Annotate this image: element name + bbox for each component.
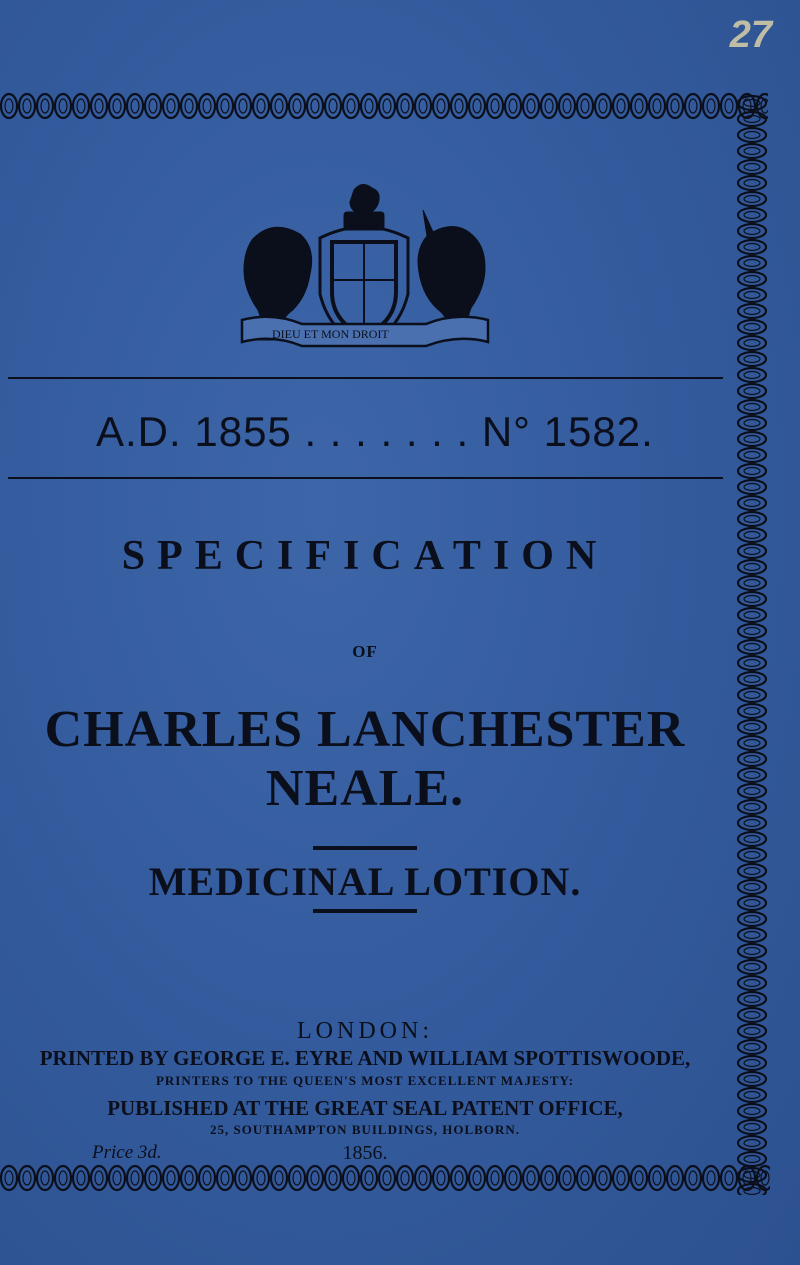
royal-coat-of-arms-icon (232, 180, 497, 360)
year-label: A.D. 1855 (96, 408, 292, 455)
ornamental-border-top (0, 88, 768, 124)
imprint-city: LONDON: (297, 1018, 433, 1044)
imprint-address: 25, SOUTHAMPTON BUILDINGS, HOLBORN. (210, 1122, 520, 1137)
patent-number-line (96, 408, 736, 456)
invention-subject: MEDICINAL LOTION. (148, 859, 582, 904)
price-label: Price 3d. (92, 1142, 162, 1163)
imprint-published: PUBLISHED AT THE GREAT SEAL PATENT OFFICE, (107, 1096, 623, 1120)
ornamental-border-bottom (0, 1160, 770, 1196)
subject-rule-top (313, 846, 417, 850)
ornamental-border-right (735, 95, 769, 1195)
of-label: OF (352, 642, 378, 661)
imprint-printers: PRINTERS TO THE QUEEN'S MOST EXCELLENT MAJESTY: (155, 1073, 575, 1088)
divider-top (8, 377, 723, 379)
imprint-printed-by: PRINTED BY GEORGE E. EYRE AND WILLIAM SPOTTISWOODE, (39, 1046, 691, 1070)
subject-rule-bottom (313, 909, 417, 913)
crest-motto-scroll: DIEU ET MON DROIT (272, 327, 389, 341)
handwritten-page-number: 27 (729, 14, 772, 56)
leader-dots: . . . . . . . (304, 408, 470, 455)
patent-number: N° 1582. (481, 408, 654, 455)
imprint-year: 1856. (342, 1142, 388, 1164)
specification-heading: SPECIFICATION (121, 533, 609, 579)
divider-bottom (8, 477, 723, 479)
patentee-name: CHARLES LANCHESTER NEALE. (44, 701, 686, 817)
